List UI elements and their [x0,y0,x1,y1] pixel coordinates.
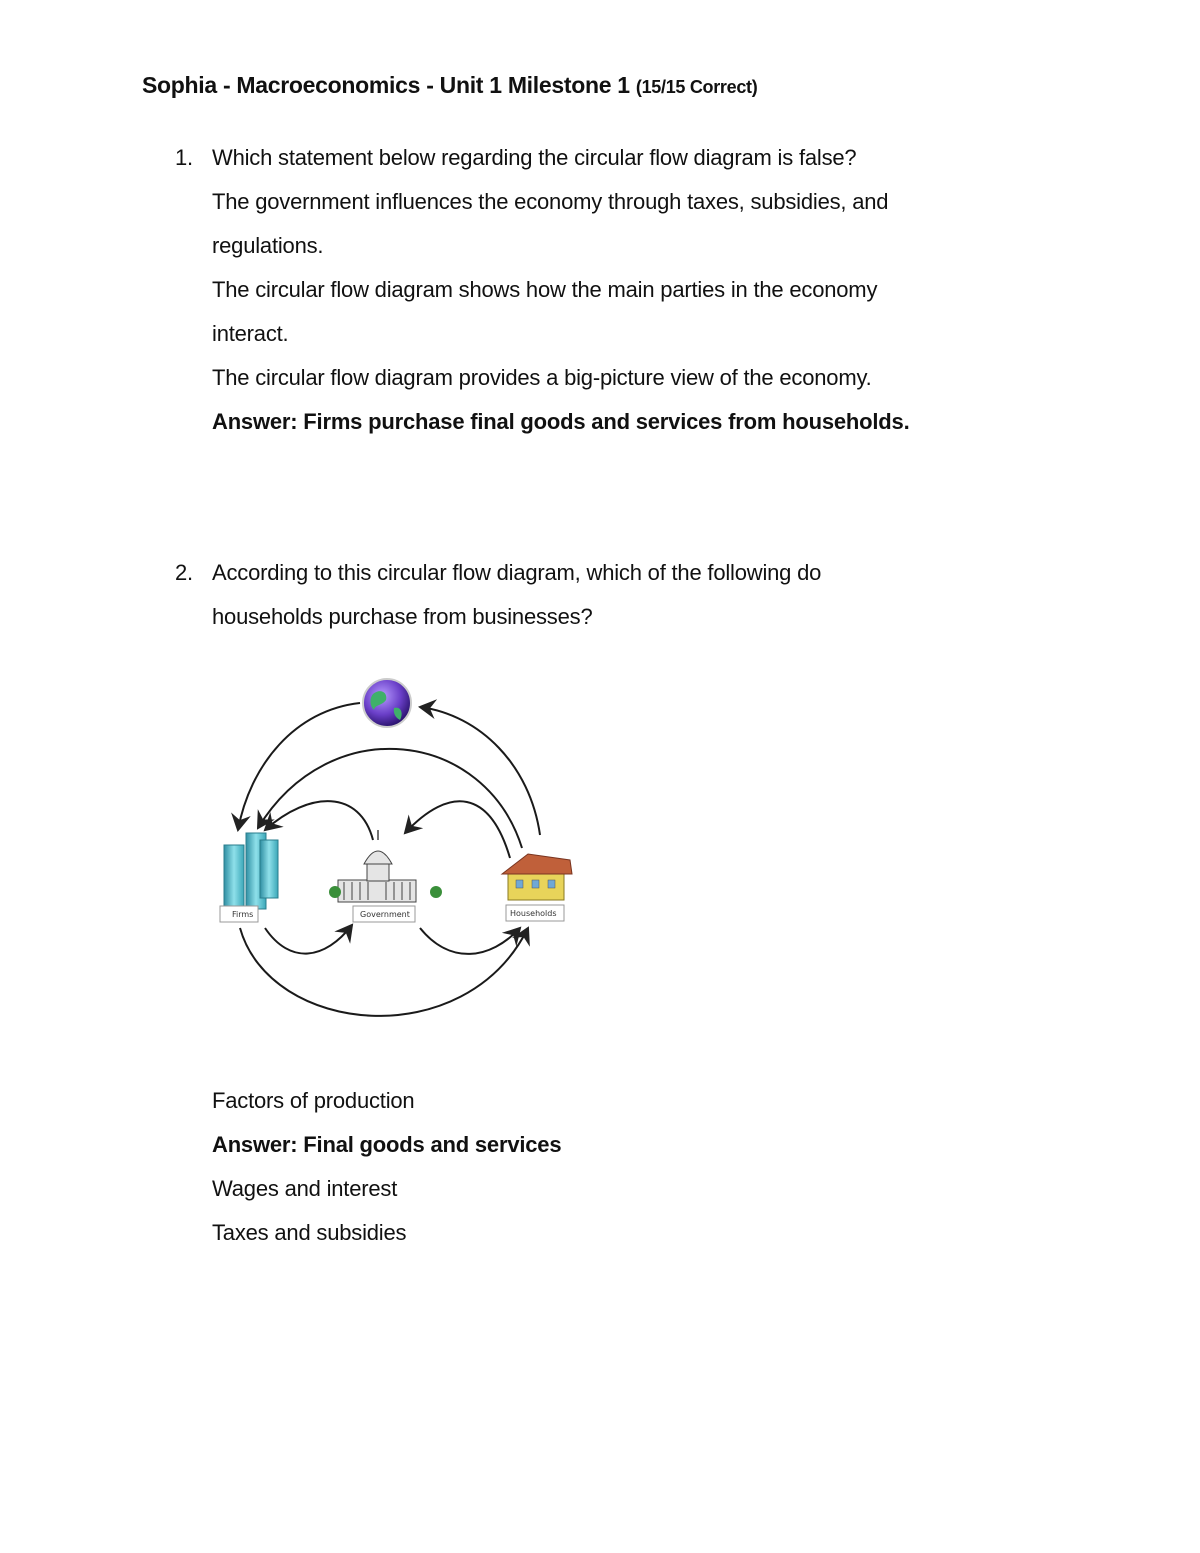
option-line: Factors of production [212,1088,415,1113]
answer-line: Answer: Firms purchase final goods and services from households. [212,409,910,434]
arrow-households-to-firms [258,749,522,848]
option-line: interact. [212,321,289,346]
firms-icon [220,833,278,922]
option-line: Wages and interest [212,1176,398,1201]
diagram-label-households: Households [510,909,557,918]
arrow-households-to-government [405,801,510,858]
score-badge: (15/15 Correct) [635,77,758,97]
question-prompt: Which statement below regarding the circular flow diagram is false? [212,145,857,170]
question-number: 1. [175,145,193,170]
arrow-government-to-households [420,928,520,954]
arrow-globe-to-firms [238,703,360,830]
title-text: Sophia - Macroeconomics - Unit 1 Milestone 1 [142,72,630,98]
option-line: The circular flow diagram shows how the main parties in the economy [212,277,878,302]
diagram-label-government: Government [360,910,410,919]
house-icon [502,854,572,921]
question-number: 2. [175,560,193,585]
globe-icon [363,679,411,727]
answer-line: Answer: Final goods and services [212,1132,562,1157]
government-building-icon [329,830,442,922]
option-line: The circular flow diagram provides a big-picture view of the economy. [212,365,872,390]
arrow-government-to-firms [265,801,373,840]
question-prompt: According to this circular flow diagram, which of the following do [212,560,822,585]
option-line: regulations. [212,233,324,258]
option-line: The government influences the economy through taxes, subsidies, and [212,189,889,214]
arrow-firms-to-households [240,928,528,1016]
arrow-firms-to-government [265,925,352,954]
circular-flow-diagram [210,670,580,1040]
question-2-options [212,1079,561,1255]
page-title [142,72,757,99]
option-line: Taxes and subsidies [212,1220,407,1245]
arrow-households-to-globe [420,707,540,835]
question-prompt: households purchase from businesses? [212,604,593,629]
diagram-label-firms: Firms [232,910,254,919]
